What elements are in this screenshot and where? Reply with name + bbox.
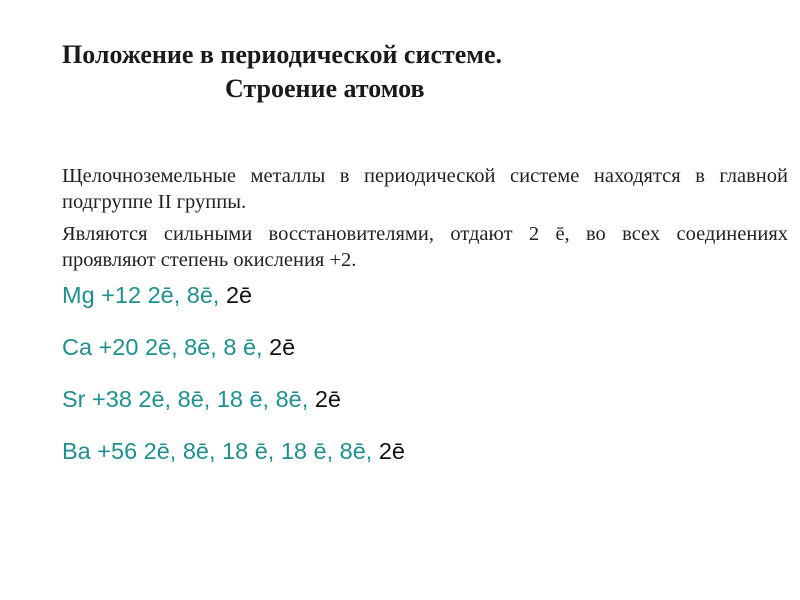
title-line-2: Строение атомов bbox=[225, 74, 425, 103]
config-sr-outer: 2ē bbox=[314, 386, 341, 412]
config-ca-main: Ca +20 2ē, 8ē, 8 ē, bbox=[62, 334, 270, 360]
electron-configurations bbox=[62, 281, 788, 466]
paragraph-reducing-properties: Являются сильными восстановителями, отдают 2 ē, во всех соединениях проявляют степень окисления +2. bbox=[62, 223, 788, 271]
config-sr-main: Sr +38 2ē, 8ē, 18 ē, 8ē, bbox=[62, 386, 315, 412]
config-ca bbox=[62, 333, 788, 362]
config-ba-main: Ba +56 2ē, 8ē, 18 ē, 18 ē, 8ē, bbox=[62, 438, 379, 464]
config-sr bbox=[62, 385, 788, 414]
config-ca-outer: 2ē bbox=[269, 334, 296, 360]
config-ba bbox=[62, 437, 788, 466]
paragraph-group-position: Щелочноземельные металлы в периодической системе находятся в главной подгруппе II группы. bbox=[62, 165, 788, 213]
config-mg bbox=[62, 281, 788, 310]
config-mg-main: Mg +12 2ē, 8ē, bbox=[62, 282, 226, 308]
slide-body bbox=[62, 163, 788, 489]
config-mg-outer: 2ē bbox=[225, 282, 253, 308]
slide-title bbox=[62, 38, 702, 106]
config-ba-outer: 2ē bbox=[378, 438, 405, 464]
title-line-1: Положение в периодической системе. bbox=[62, 40, 503, 69]
